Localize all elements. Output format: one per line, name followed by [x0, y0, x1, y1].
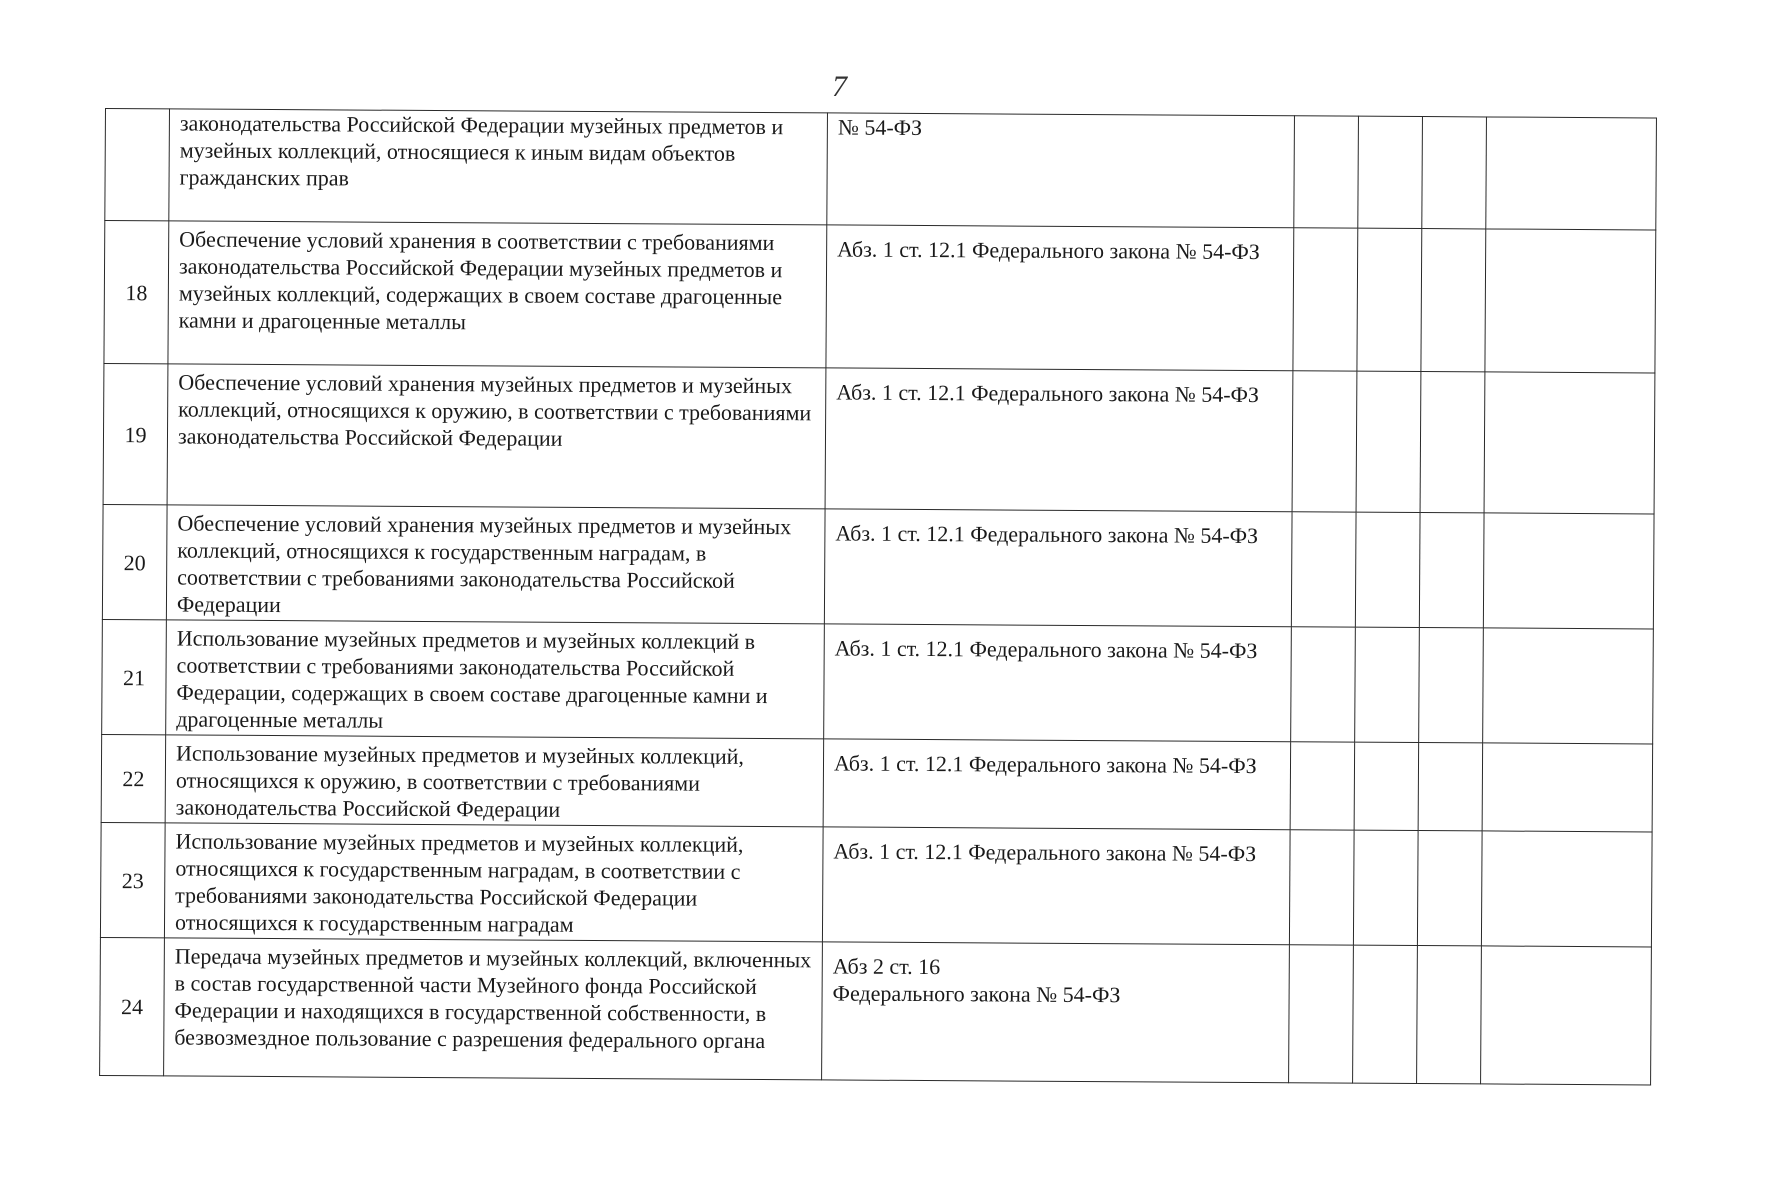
table-row	[102, 619, 1654, 743]
row-number: 21	[102, 619, 167, 734]
empty-cell	[1294, 116, 1359, 228]
table-row	[101, 734, 1653, 831]
row-number: 18	[104, 221, 169, 364]
table-row	[100, 937, 1652, 1084]
row-number: 22	[101, 734, 166, 822]
empty-cell	[1486, 117, 1657, 230]
empty-cell	[1354, 742, 1419, 830]
empty-cell	[1356, 371, 1421, 512]
requirement-cell: Передача музейных предметов и музейных коллекций, включенных в состав государственной части Музейного фонда Российской Федерации и находящихся в государственной собственности, в безвозмездное пользование с разрешения федерального органа	[164, 938, 823, 1080]
empty-cell	[1484, 372, 1655, 514]
row-number: 24	[100, 937, 165, 1075]
empty-cell	[1417, 831, 1482, 946]
table-row	[103, 363, 1655, 513]
reference-cell: Абз 2 ст. 16 Федерального закона № 54-ФЗ	[822, 942, 1290, 1083]
empty-cell	[1291, 627, 1356, 742]
empty-cell	[1421, 229, 1486, 372]
empty-cell	[1291, 512, 1356, 627]
empty-cell	[1355, 627, 1420, 742]
table-row	[105, 109, 1657, 230]
empty-cell	[1355, 512, 1420, 627]
empty-cell	[1482, 743, 1653, 832]
empty-cell	[1422, 117, 1487, 229]
empty-cell	[1419, 513, 1484, 628]
reference-cell: Абз. 1 ст. 12.1 Федерального закона № 54-ФЗ	[825, 368, 1293, 512]
empty-cell	[1485, 229, 1656, 373]
row-number: 19	[103, 363, 168, 504]
empty-cell	[1293, 228, 1358, 371]
requirement-cell: Использование музейных предметов и музейных коллекций, относящихся к государственным наградам, в соответствии с требованиями законодательства Российской Федерации относящихся к государственным наградам	[164, 823, 823, 942]
row-number: 20	[102, 504, 167, 619]
reference-cell: Абз. 1 ст. 12.1 Федерального закона № 54-ФЗ	[824, 509, 1292, 627]
empty-cell	[1481, 946, 1652, 1085]
table-row	[100, 822, 1652, 946]
empty-cell	[1418, 743, 1483, 831]
empty-cell	[1417, 946, 1482, 1084]
row-number: 23	[100, 822, 165, 937]
empty-cell	[1358, 116, 1423, 228]
row-number	[105, 109, 170, 221]
page-number: 7	[832, 70, 847, 103]
empty-cell	[1292, 371, 1357, 512]
empty-cell	[1289, 830, 1354, 945]
empty-cell	[1483, 628, 1654, 744]
reference-cell: № 54-ФЗ	[827, 113, 1295, 228]
table-row	[104, 221, 1656, 373]
empty-cell	[1419, 628, 1484, 743]
reference-cell: Абз. 1 ст. 12.1 Федерального закона № 54-ФЗ	[823, 739, 1291, 830]
requirement-cell: законодательства Российской Федерации музейных предметов и музейных коллекций, относящиеся к иным видам объектов гражданских прав	[169, 109, 828, 225]
empty-cell	[1353, 830, 1418, 945]
requirement-cell: Обеспечение условий хранения в соответствии с требованиями законодательства Российской Федерации музейных предметов и музейных коллекций, содержащих в своем составе драгоценные камни и драгоценные металлы	[168, 221, 827, 368]
empty-cell	[1289, 945, 1354, 1083]
empty-cell	[1481, 831, 1652, 947]
requirement-cell: Обеспечение условий хранения музейных предметов и музейных коллекций, относящихся к государственным наградам, в соответствии с требованиями законодательства Российской Федерации	[166, 505, 825, 624]
empty-cell	[1353, 945, 1418, 1083]
reference-cell: Абз. 1 ст. 12.1 Федерального закона № 54-ФЗ	[826, 225, 1294, 371]
requirement-cell: Обеспечение условий хранения музейных предметов и музейных коллекций, относящихся к оружию, в соответствии с требованиями законодательства Российской Федерации	[167, 364, 826, 509]
empty-cell	[1357, 228, 1422, 371]
reference-cell: Абз. 1 ст. 12.1 Федерального закона № 54-ФЗ	[824, 624, 1292, 742]
requirement-cell: Использование музейных предметов и музейных коллекций в соответствии с требованиями законодательства Российской Федерации, содержащих в своем составе драгоценные камни и драгоценные металлы	[166, 620, 825, 739]
empty-cell	[1483, 513, 1654, 629]
table-row	[102, 504, 1654, 628]
requirement-cell: Использование музейных предметов и музейных коллекций, относящихся к оружию, в соответствии с требованиями законодательства Российской Федерации	[165, 735, 824, 827]
reference-cell: Абз. 1 ст. 12.1 Федерального закона № 54-ФЗ	[822, 827, 1290, 945]
empty-cell	[1420, 372, 1485, 513]
checklist-table	[99, 108, 1657, 1085]
empty-cell	[1290, 742, 1355, 830]
